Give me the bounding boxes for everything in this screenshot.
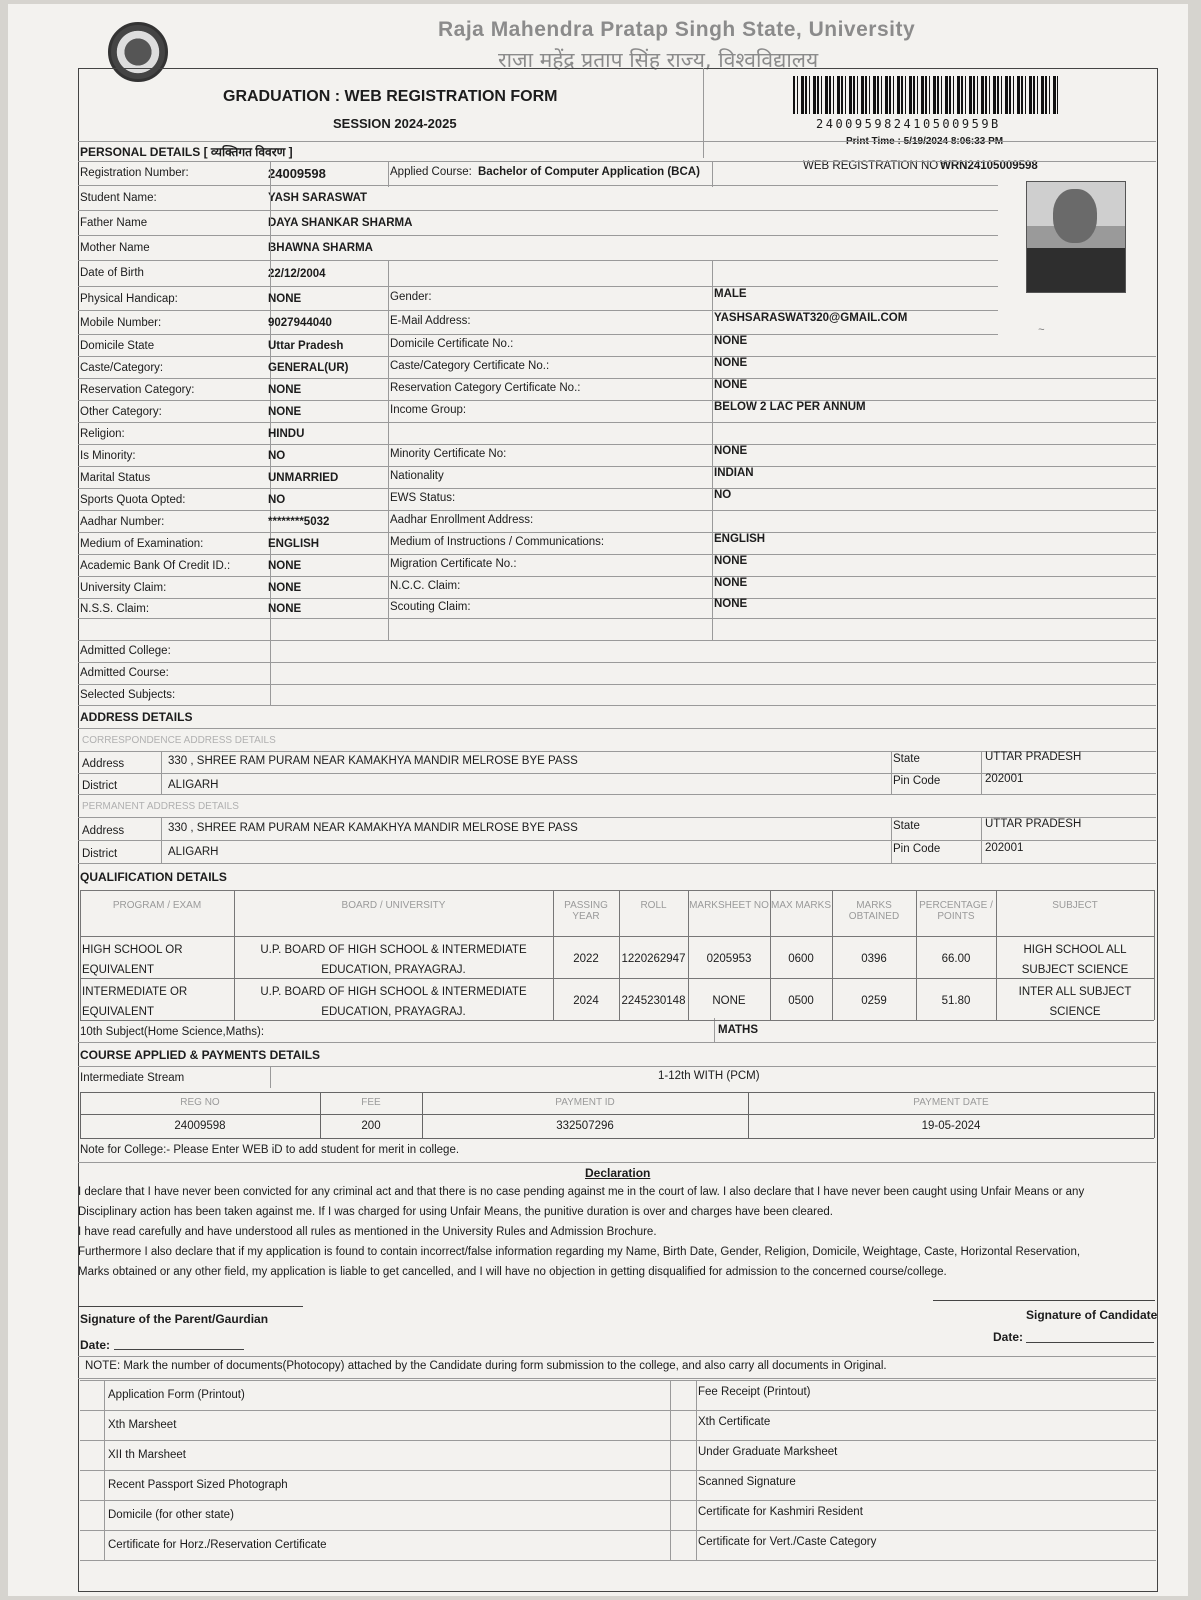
pair-value-left: NONE (268, 293, 302, 305)
qual-column-header: ROLL (640, 900, 667, 911)
intermediate-stream-label: Intermediate Stream (80, 1072, 185, 1084)
qual-cell: 0396 (861, 953, 887, 965)
university-name-english: Raja Mahendra Pratap Singh State, University (438, 18, 916, 41)
pair-label-left: Medium of Examination: (80, 538, 204, 550)
pair-label-left: Academic Bank Of Credit ID.: (80, 560, 231, 572)
pair-label-left: N.S.S. Claim: (80, 603, 150, 615)
pair-rule (78, 532, 1156, 533)
qualification-details-heading: QUALIFICATION DETAILS (80, 870, 227, 884)
qual-cell: 0205953 (706, 953, 752, 965)
pay-cell: 19-05-2024 (921, 1120, 981, 1132)
pair-value-left: NONE (268, 582, 302, 594)
qual-cell: 66.00 (941, 953, 971, 965)
pair-label-left: Physical Handicap: (80, 293, 178, 305)
doc-check-column (696, 1380, 697, 1560)
qual-column-header: MARKS OBTAINED (848, 900, 900, 922)
document-item-left: XII th Marsheet (108, 1449, 186, 1461)
qual-rule (80, 936, 1154, 937)
qual-column-header: MARKSHEET NO (689, 900, 769, 911)
pair-rule (78, 576, 1156, 577)
perm-pin-label: Pin Code (893, 843, 941, 855)
pay-cell: 332507296 (556, 1120, 614, 1132)
document-item-right: Scanned Signature (698, 1476, 796, 1488)
pair-rule (78, 554, 1156, 555)
pair-divider (712, 161, 713, 187)
pay-rule (80, 1092, 1154, 1093)
session-label: SESSION 2024-2025 (333, 116, 457, 131)
qual-cell: U.P. BOARD OF HIGH SCHOOL & INTERMEDIATE EDUCATION, PRAYAGRAJ. (260, 944, 527, 976)
qual-cell: NONE (712, 995, 746, 1007)
pair-label-right: EWS Status: (390, 492, 456, 504)
pair-rule (78, 378, 1156, 379)
document-item-right: Fee Receipt (Printout) (698, 1386, 811, 1398)
pair-label-right: Medium of Instructions / Communications: (390, 536, 605, 548)
pair-label-right: Caste/Category Certificate No.: (390, 360, 550, 372)
pair-label-right: Aadhar Enrollment Address: (390, 514, 534, 526)
perm-state-label: State (893, 820, 920, 832)
doc-rule (80, 1380, 1156, 1381)
qual-cell: 0500 (788, 995, 814, 1007)
address-details-heading: ADDRESS DETAILS (80, 710, 193, 724)
pair-value-right: NONE (714, 598, 748, 610)
pair-value-right: YASHSARASWAT320@GMAIL.COM (714, 312, 908, 324)
qual-column-header: SUBJECT (1052, 900, 1098, 911)
pair-value-left: GENERAL(UR) (268, 362, 349, 374)
perm-address-label: Address (82, 825, 125, 837)
pair-divider (388, 161, 389, 187)
pair-label-left: Marital Status (80, 472, 151, 484)
form-title: GRADUATION : WEB REGISTRATION FORM (223, 88, 558, 105)
pair-value-right: NONE (714, 379, 748, 391)
pair-value-left: NONE (268, 603, 302, 615)
parent-signature-label: Signature of the Parent/Gaurdian (80, 1312, 269, 1326)
qual-column-header: PASSING YEAR (564, 900, 608, 922)
perm-district-label: District (82, 848, 118, 860)
corr-address-value: 330 , SHREE RAM PURAM NEAR KAMAKHYA MANDIR MELROSE BYE PASS (168, 755, 578, 767)
document-item-right: Under Graduate Marksheet (698, 1446, 838, 1458)
pair-value-right: ENGLISH (714, 533, 766, 545)
pair-rule (78, 618, 1156, 619)
document-item-right: Certificate for Kashmiri Resident (698, 1506, 863, 1518)
admitted-college-label: Admitted College: (80, 645, 171, 657)
student-signature: ~ (1038, 324, 1045, 336)
mother-name-label: Mother Name (80, 242, 150, 254)
pair-label-left: Caste/Category: (80, 362, 164, 374)
declaration-line: Marks obtained or any other field, my application is liable to get cancelled, and I will have no objection in getting disqualified for admission to the concerned course/college. (78, 1266, 947, 1278)
pair-rule (78, 400, 1156, 401)
document-item-left: Application Form (Printout) (108, 1389, 245, 1401)
document-item-left: Xth Marsheet (108, 1419, 177, 1431)
pay-column-header: PAYMENT DATE (913, 1097, 989, 1108)
pair-label-right: Gender: (390, 291, 432, 303)
pair-value-left: NO (268, 450, 286, 462)
pay-column-header: PAYMENT ID (555, 1097, 615, 1108)
student-name-label: Student Name: (80, 192, 157, 204)
pair-value-left: HINDU (268, 428, 305, 440)
document-item-right: Xth Certificate (698, 1416, 771, 1428)
pay-col-divider (1154, 1092, 1155, 1138)
web-registration-number: WRN24105009598 (940, 160, 1038, 172)
pair-rule (78, 488, 1156, 489)
qual-cell: 1220262947 (621, 953, 686, 965)
qual-cell: HIGH SCHOOL ALL SUBJECT SCIENCE (1021, 944, 1129, 976)
perm-state-value: UTTAR PRADESH (985, 818, 1082, 830)
pay-rule (80, 1138, 1154, 1139)
pair-label-left: Other Category: (80, 406, 162, 418)
pair-rule (78, 444, 1156, 445)
candidate-date-label: Date: (993, 1330, 1024, 1344)
declaration-line: I have read carefully and have understood all rules as mentioned in the University Rules and Admission Brochure. (78, 1226, 657, 1238)
personal-details-heading: PERSONAL DETAILS [ व्यक्तिगत विवरण ] (80, 145, 293, 159)
tenth-subject-value: MATHS (718, 1024, 759, 1036)
doc-check-column (104, 1380, 105, 1560)
qual-cell: U.P. BOARD OF HIGH SCHOOL & INTERMEDIATE EDUCATION, PRAYAGRAJ. (260, 986, 527, 1018)
pair-value-left: UNMARRIED (268, 472, 339, 484)
print-time: Print Time : 5/19/2024 8:06:33 PM (846, 136, 1004, 147)
pair-value-left: NONE (268, 384, 302, 396)
corr-state-label: State (893, 753, 920, 765)
pair-divider (712, 260, 713, 640)
pair-label-right: E-Mail Address: (390, 315, 471, 327)
student-name-value: YASH SARASWAT (268, 192, 368, 204)
qual-cell: INTERMEDIATE OR EQUIVALENT (82, 986, 188, 1018)
pay-column-header: REG NO (180, 1097, 220, 1108)
pair-value-right: NONE (714, 445, 748, 457)
declaration-line: Disciplinary action has been taken against me. If I was charged for using Unfair Means, the punitive duration is over and charges have been cleared. (78, 1206, 833, 1218)
doc-rule (80, 1470, 1156, 1471)
pair-divider (388, 260, 389, 640)
pair-label-left: Aadhar Number: (80, 516, 165, 528)
course-payment-heading: COURSE APPLIED & PAYMENTS DETAILS (80, 1048, 321, 1062)
corr-pin-label: Pin Code (893, 775, 941, 787)
candidate-signature-label: Signature of Candidate (1026, 1308, 1158, 1322)
admitted-course-label: Admitted Course: (80, 667, 169, 679)
pair-value-right: INDIAN (714, 467, 754, 479)
registration-number-value: 24009598 (268, 166, 326, 181)
pay-cell: 24009598 (174, 1120, 226, 1132)
qual-cell: 51.80 (941, 995, 971, 1007)
pair-rule (78, 422, 1156, 423)
web-registration-label: WEB REGISTRATION NO : (803, 160, 945, 172)
pair-label-left: Reservation Category: (80, 384, 195, 396)
pay-cell: 200 (361, 1120, 381, 1132)
declaration-heading: Declaration (585, 1166, 651, 1180)
doc-rule (80, 1440, 1156, 1441)
pair-value-right: NONE (714, 555, 748, 567)
qual-column-header: BOARD / UNIVERSITY (341, 900, 446, 911)
document-item-left: Recent Passport Sized Photograph (108, 1479, 288, 1491)
doc-rule (80, 1560, 1156, 1561)
qual-cell: 2245230148 (621, 995, 686, 1007)
qual-cell: 2022 (573, 953, 599, 965)
pair-rule (78, 598, 1156, 599)
applied-course-value: Bachelor of Computer Application (BCA) (478, 166, 700, 178)
pair-label-left: Mobile Number: (80, 317, 162, 329)
selected-subjects-label: Selected Subjects: (80, 689, 176, 701)
permanent-address-heading: PERMANENT ADDRESS DETAILS (82, 801, 239, 812)
barcode-number: 240095982410500959B (816, 117, 1001, 131)
declaration-line: Furthermore I also declare that if my application is found to contain incorrect/false information regarding my Name, Birth Date, Gender, Religion, Domicile, Weightage, Caste, Horizontal Reservation, (78, 1246, 1081, 1258)
pair-value-left: 9027944040 (268, 317, 332, 329)
qual-cell: 0259 (861, 995, 887, 1007)
corr-district-label: District (82, 780, 118, 792)
registration-number-label: Registration Number: (80, 167, 189, 179)
qual-col-divider (1154, 890, 1155, 1020)
qual-column-header: PROGRAM / EXAM (112, 900, 202, 911)
pair-value-left: ENGLISH (268, 538, 320, 550)
doc-rule (80, 1530, 1156, 1531)
university-name-hindi: राजा महेंद्र प्रताप सिंह राज्य, विश्वविद्यालय (498, 48, 819, 72)
documents-note: NOTE: Mark the number of documents(Photocopy) attached by the Candidate during form submission to the college, and also carry all documents in Original. (85, 1360, 887, 1372)
intermediate-stream-value: 1-12th WITH (PCM) (658, 1070, 760, 1082)
qual-column-header: PERCENTAGE / POINTS (919, 900, 993, 922)
pair-label-right: Income Group: (390, 404, 467, 416)
pair-label-right: Nationality (390, 470, 444, 482)
pair-value-left: Uttar Pradesh (268, 340, 344, 352)
pair-label-right: Domicile Certificate No.: (390, 338, 514, 350)
qual-cell: 2024 (573, 995, 599, 1007)
pair-value-right: BELOW 2 LAC PER ANNUM (714, 401, 866, 413)
pair-label-right: Reservation Category Certificate No.: (390, 382, 581, 394)
pair-value-left: ********5032 (268, 516, 330, 528)
document-item-left: Certificate for Horz./Reservation Certificate (108, 1539, 327, 1551)
pair-value-right: NONE (714, 577, 748, 589)
pair-label-left: Is Minority: (80, 450, 136, 462)
pair-value-right: NONE (714, 335, 748, 347)
pair-value-right: NO (714, 489, 732, 501)
document-item-left: Domicile (for other state) (108, 1509, 234, 1521)
pair-label-left: Sports Quota Opted: (80, 494, 186, 506)
mother-name-value: BHAWNA SHARMA (268, 242, 373, 254)
perm-pin-value: 202001 (985, 842, 1024, 854)
pay-rule (80, 1114, 1154, 1115)
pay-column-header: FEE (361, 1097, 381, 1108)
qual-column-header: MAX MARKS (770, 900, 831, 911)
dob-label: Date of Birth (80, 267, 144, 279)
document-item-right: Certificate for Vert./Caste Category (698, 1536, 877, 1548)
parent-date-label: Date: (80, 1338, 111, 1352)
pair-rule (78, 466, 1156, 467)
barcode (793, 76, 1058, 114)
pair-value-left: NONE (268, 406, 302, 418)
pair-value-right: MALE (714, 288, 747, 300)
note-for-college: Note for College:- Please Enter WEB iD to add student for merit in college. (80, 1144, 460, 1156)
form-sheet (8, 4, 1188, 1596)
qual-cell: HIGH SCHOOL OR EQUIVALENT (82, 944, 183, 976)
pair-label-left: Domicile State (80, 340, 155, 352)
tenth-subject-label: 10th Subject(Home Science,Maths): (80, 1026, 265, 1038)
qual-rule (80, 890, 1154, 891)
perm-address-value: 330 , SHREE RAM PURAM NEAR KAMAKHYA MANDIR MELROSE BYE PASS (168, 822, 578, 834)
pair-value-right: NONE (714, 357, 748, 369)
pair-rule (78, 510, 1156, 511)
correspondence-address-heading: CORRESPONDENCE ADDRESS DETAILS (82, 735, 276, 746)
doc-rule (80, 1500, 1156, 1501)
declaration-line: I declare that I have never been convicted for any criminal act and that there is no case pending against me in the court of law. I also declare that I have never been caught using Unfair Means or any (78, 1186, 1085, 1198)
doc-rule (80, 1410, 1156, 1411)
father-name-value: DAYA SHANKAR SHARMA (268, 217, 413, 229)
pair-value-left: NO (268, 494, 286, 506)
pair-label-left: Religion: (80, 428, 125, 440)
perm-district-value: ALIGARH (168, 846, 219, 858)
corr-pin-value: 202001 (985, 773, 1024, 785)
pair-label-right: Minority Certificate No: (390, 448, 507, 460)
corr-address-label: Address (82, 758, 125, 770)
pair-value-left: NONE (268, 560, 302, 572)
qual-cell: INTER ALL SUBJECT SCIENCE (1018, 986, 1132, 1018)
pair-label-left: University Claim: (80, 582, 167, 594)
doc-column-divider (670, 1380, 671, 1560)
dob-value: 22/12/2004 (268, 268, 326, 280)
applied-course-label: Applied Course: (390, 166, 472, 178)
pair-label-right: Scouting Claim: (390, 601, 471, 613)
father-name-label: Father Name (80, 217, 148, 229)
declaration-text (78, 1182, 1158, 1282)
pair-rule (78, 310, 998, 311)
student-photo-face (1053, 189, 1097, 243)
corr-state-value: UTTAR PRADESH (985, 751, 1082, 763)
pair-label-right: Migration Certificate No.: (390, 558, 517, 570)
pair-rule (78, 356, 1156, 357)
qual-cell: 0600 (788, 953, 814, 965)
corr-district-value: ALIGARH (168, 779, 219, 791)
pair-rule (78, 334, 998, 335)
pair-label-right: N.C.C. Claim: (390, 580, 461, 592)
